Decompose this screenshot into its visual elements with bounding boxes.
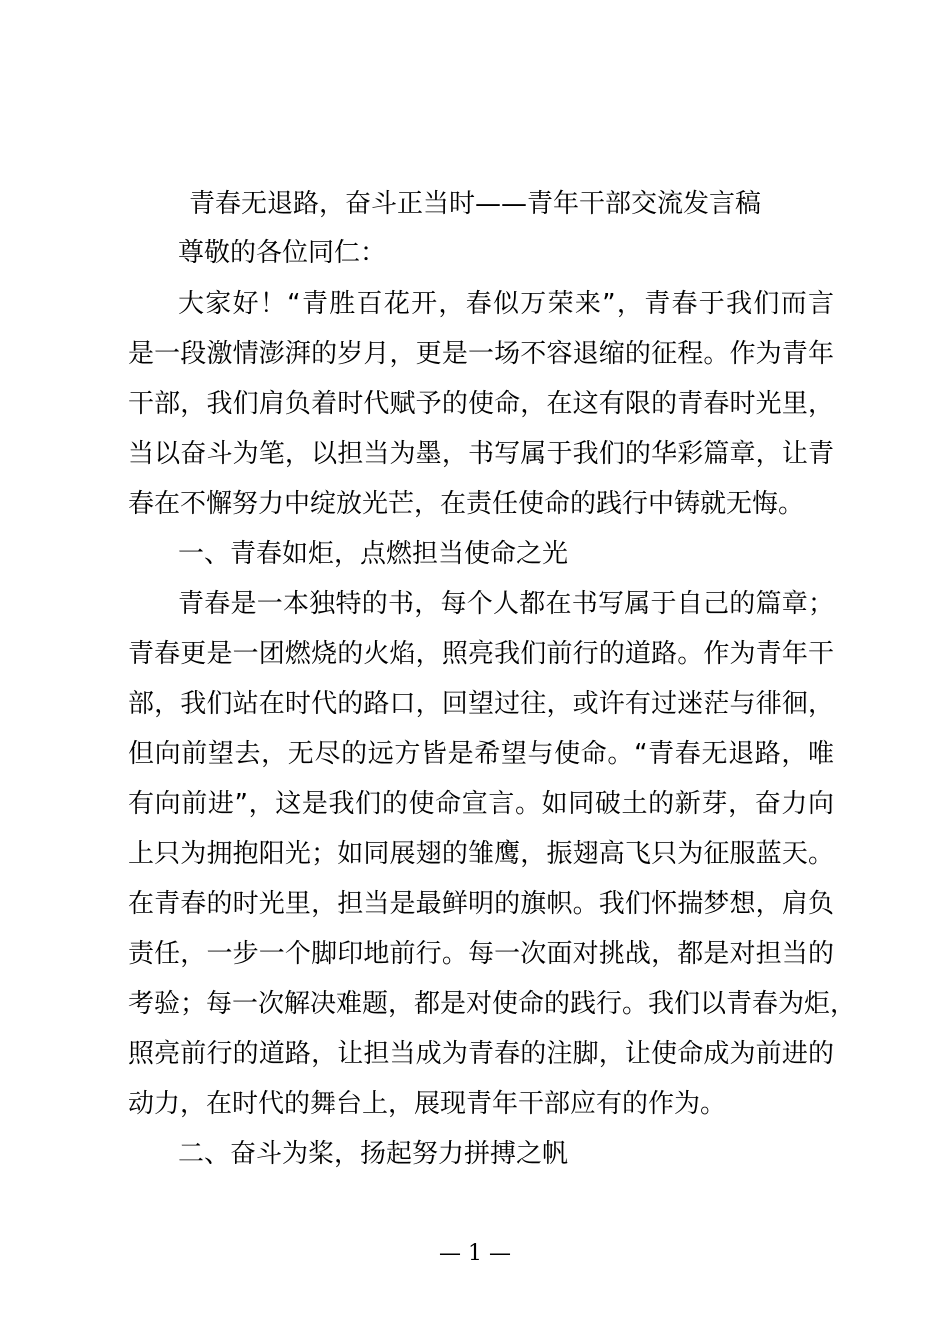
- intro-line: 是一段激情澎湃的岁月，更是一场不容退缩的征程。作为青年: [128, 339, 834, 369]
- intro-line: 干部，我们肩负着时代赋予的使命，在这有限的青春时光里，: [128, 389, 834, 419]
- section1-line: 照亮前行的道路，让担当成为青春的注脚，让使命成为前进的: [128, 1039, 834, 1069]
- intro-line: 大家好！“青胜百花开，春似万荣来”，青春于我们而言: [178, 289, 834, 319]
- section1-line: 青春是一本独特的书，每个人都在书写属于自己的篇章；: [178, 589, 834, 619]
- section1-line: 上只为拥抱阳光；如同展翅的雏鹰，振翅高飞只为征服蓝天。: [128, 839, 834, 869]
- salutation: 尊敬的各位同仁：: [178, 238, 387, 268]
- section1-line: 在青春的时光里，担当是最鲜明的旗帜。我们怀揣梦想，肩负: [128, 889, 834, 919]
- intro-line: 当以奋斗为笔，以担当为墨，书写属于我们的华彩篇章，让青: [128, 439, 834, 469]
- section1-line: 部，我们站在时代的路口，回望过往，或许有过迷茫与徘徊，: [128, 689, 834, 719]
- document-title: 青春无退路，奋斗正当时——青年干部交流发言稿: [188, 189, 761, 219]
- section1-line: 考验；每一次解决难题，都是对使命的践行。我们以青春为炬，: [128, 989, 857, 1019]
- section-heading-2: 二、奋斗为桨，扬起努力拼搏之帆: [178, 1139, 569, 1169]
- section1-line: 动力，在时代的舞台上，展现青年干部应有的作为。: [128, 1089, 727, 1119]
- intro-line: 春在不懈努力中绽放光芒，在责任使命的践行中铸就无悔。: [128, 489, 805, 519]
- section1-line: 责任，一步一个脚印地前行。每一次面对挑战，都是对担当的: [128, 939, 834, 969]
- section1-line: 但向前望去，无尽的远方皆是希望与使命。“青春无退路，唯: [128, 739, 834, 769]
- page-number: — 1 —: [439, 1241, 511, 1266]
- section1-line: 青春更是一团燃烧的火焰，照亮我们前行的道路。作为青年干: [128, 639, 834, 669]
- section1-line: 有向前进”，这是我们的使命宣言。如同破土的新芽，奋力向: [128, 789, 834, 819]
- section-heading-1: 一、青春如炬，点燃担当使命之光: [178, 539, 569, 569]
